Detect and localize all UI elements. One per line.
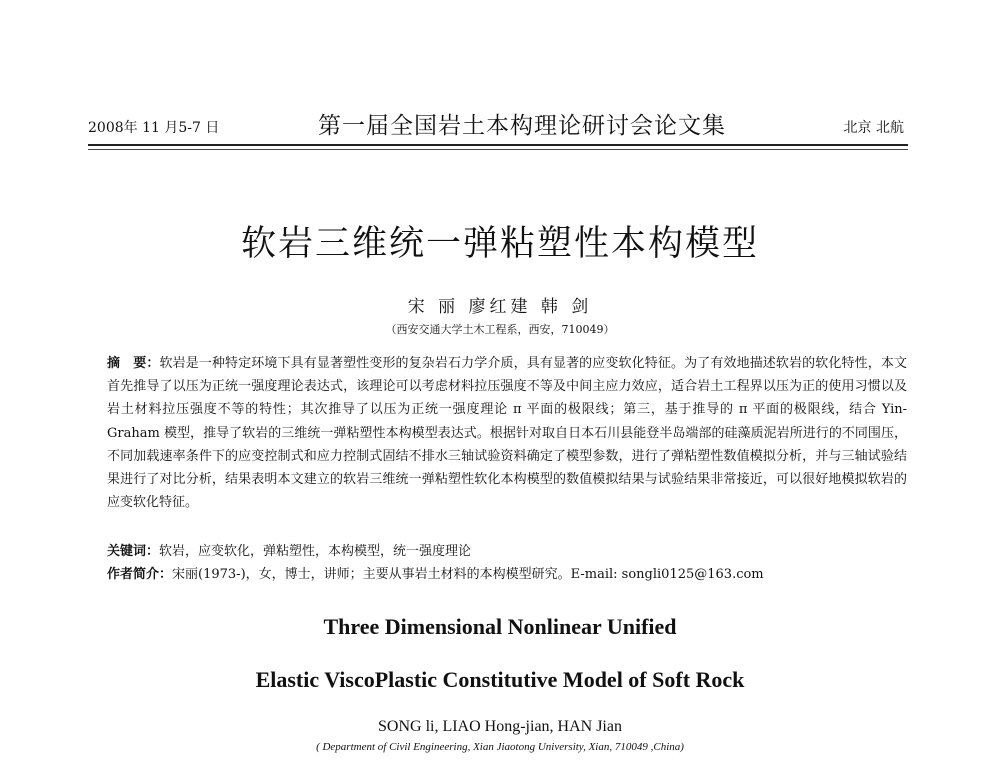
- affiliation-en: ( Department of Civil Engineering, Xian Jiaotong University, Xian, 710049 ,China): [316, 741, 684, 753]
- affiliation-cn: （西安交通大学土木工程系，西安，710049）: [385, 323, 615, 336]
- paper-title-en-line1: Three Dimensional Nonlinear Unified: [323, 614, 677, 639]
- keywords-cn: [107, 540, 907, 559]
- header-conference-title: 第一届全国岩土本构理论研讨会论文集: [318, 113, 726, 139]
- paper-title-en-line2: Elastic ViscoPlastic Constitutive Model of Soft Rock: [255, 667, 745, 692]
- header-date: 2008年 11 月5-7 日: [88, 120, 220, 136]
- author-bio: [107, 563, 927, 582]
- author-bio-text: 宋丽(1973-)，女，博士，讲师；主要从事岩土材料的本构模型研究。E-mail: songli0125@163.com: [172, 567, 764, 582]
- header-location: 北京 北航: [843, 120, 904, 136]
- header-rule-thick: [88, 144, 908, 146]
- authors-cn: 宋 丽 廖红建 韩 剑: [407, 297, 593, 317]
- abstract-cn: [107, 352, 907, 514]
- keywords-label: 关键词：: [107, 544, 160, 559]
- authors-en: SONG li, LIAO Hong-jian, HAN Jian: [378, 718, 622, 735]
- abstract-label: 摘 要：: [107, 356, 160, 371]
- paper-title-cn: 软岩三维统一弹粘塑性本构模型: [240, 224, 759, 264]
- abstract-text: 软岩是一种特定环境下具有显著塑性变形的复杂岩石力学介质，具有显著的应变软化特征。为了有效地描述软岩的软化特性，本文首先推导了以压为正统一强度理论表达式，该理论可以考虑材料拉压强度不等及中间主应力效应，适合岩土工程界以压为正的使用习惯以及岩土材料拉压强度不等的特性；其次推导了以压为正统一强度理论 π 平面的极限线；第三，基于推导的 π 平面的极限线，结合 Yin-Graham 模型，推导了软岩的三维统一弹粘塑性本构模型表达式。根据针对取自日本石川县能登半岛端部的硅藻质泥岩所进行的不同围压，不同加载速率条件下的应变控制式和应力控制式固结不排水三轴试验资料确定了模型参数，进行了弹粘塑性数值模拟分析，并与三轴试验结果进行了对比分析，结果表明本文建立的软岩三维统一弹粘塑性软化本构模型的数值模拟结果与试验结果非常接近，可以很好地模拟软岩的应变软化特征。: [107, 356, 907, 511]
- running-header: [88, 105, 908, 145]
- keywords-text: 软岩，应变软化，弹粘塑性，本构模型，统一强度理论: [159, 544, 472, 559]
- author-bio-label: 作者简介：: [107, 567, 173, 582]
- header-rule-thin: [88, 149, 908, 150]
